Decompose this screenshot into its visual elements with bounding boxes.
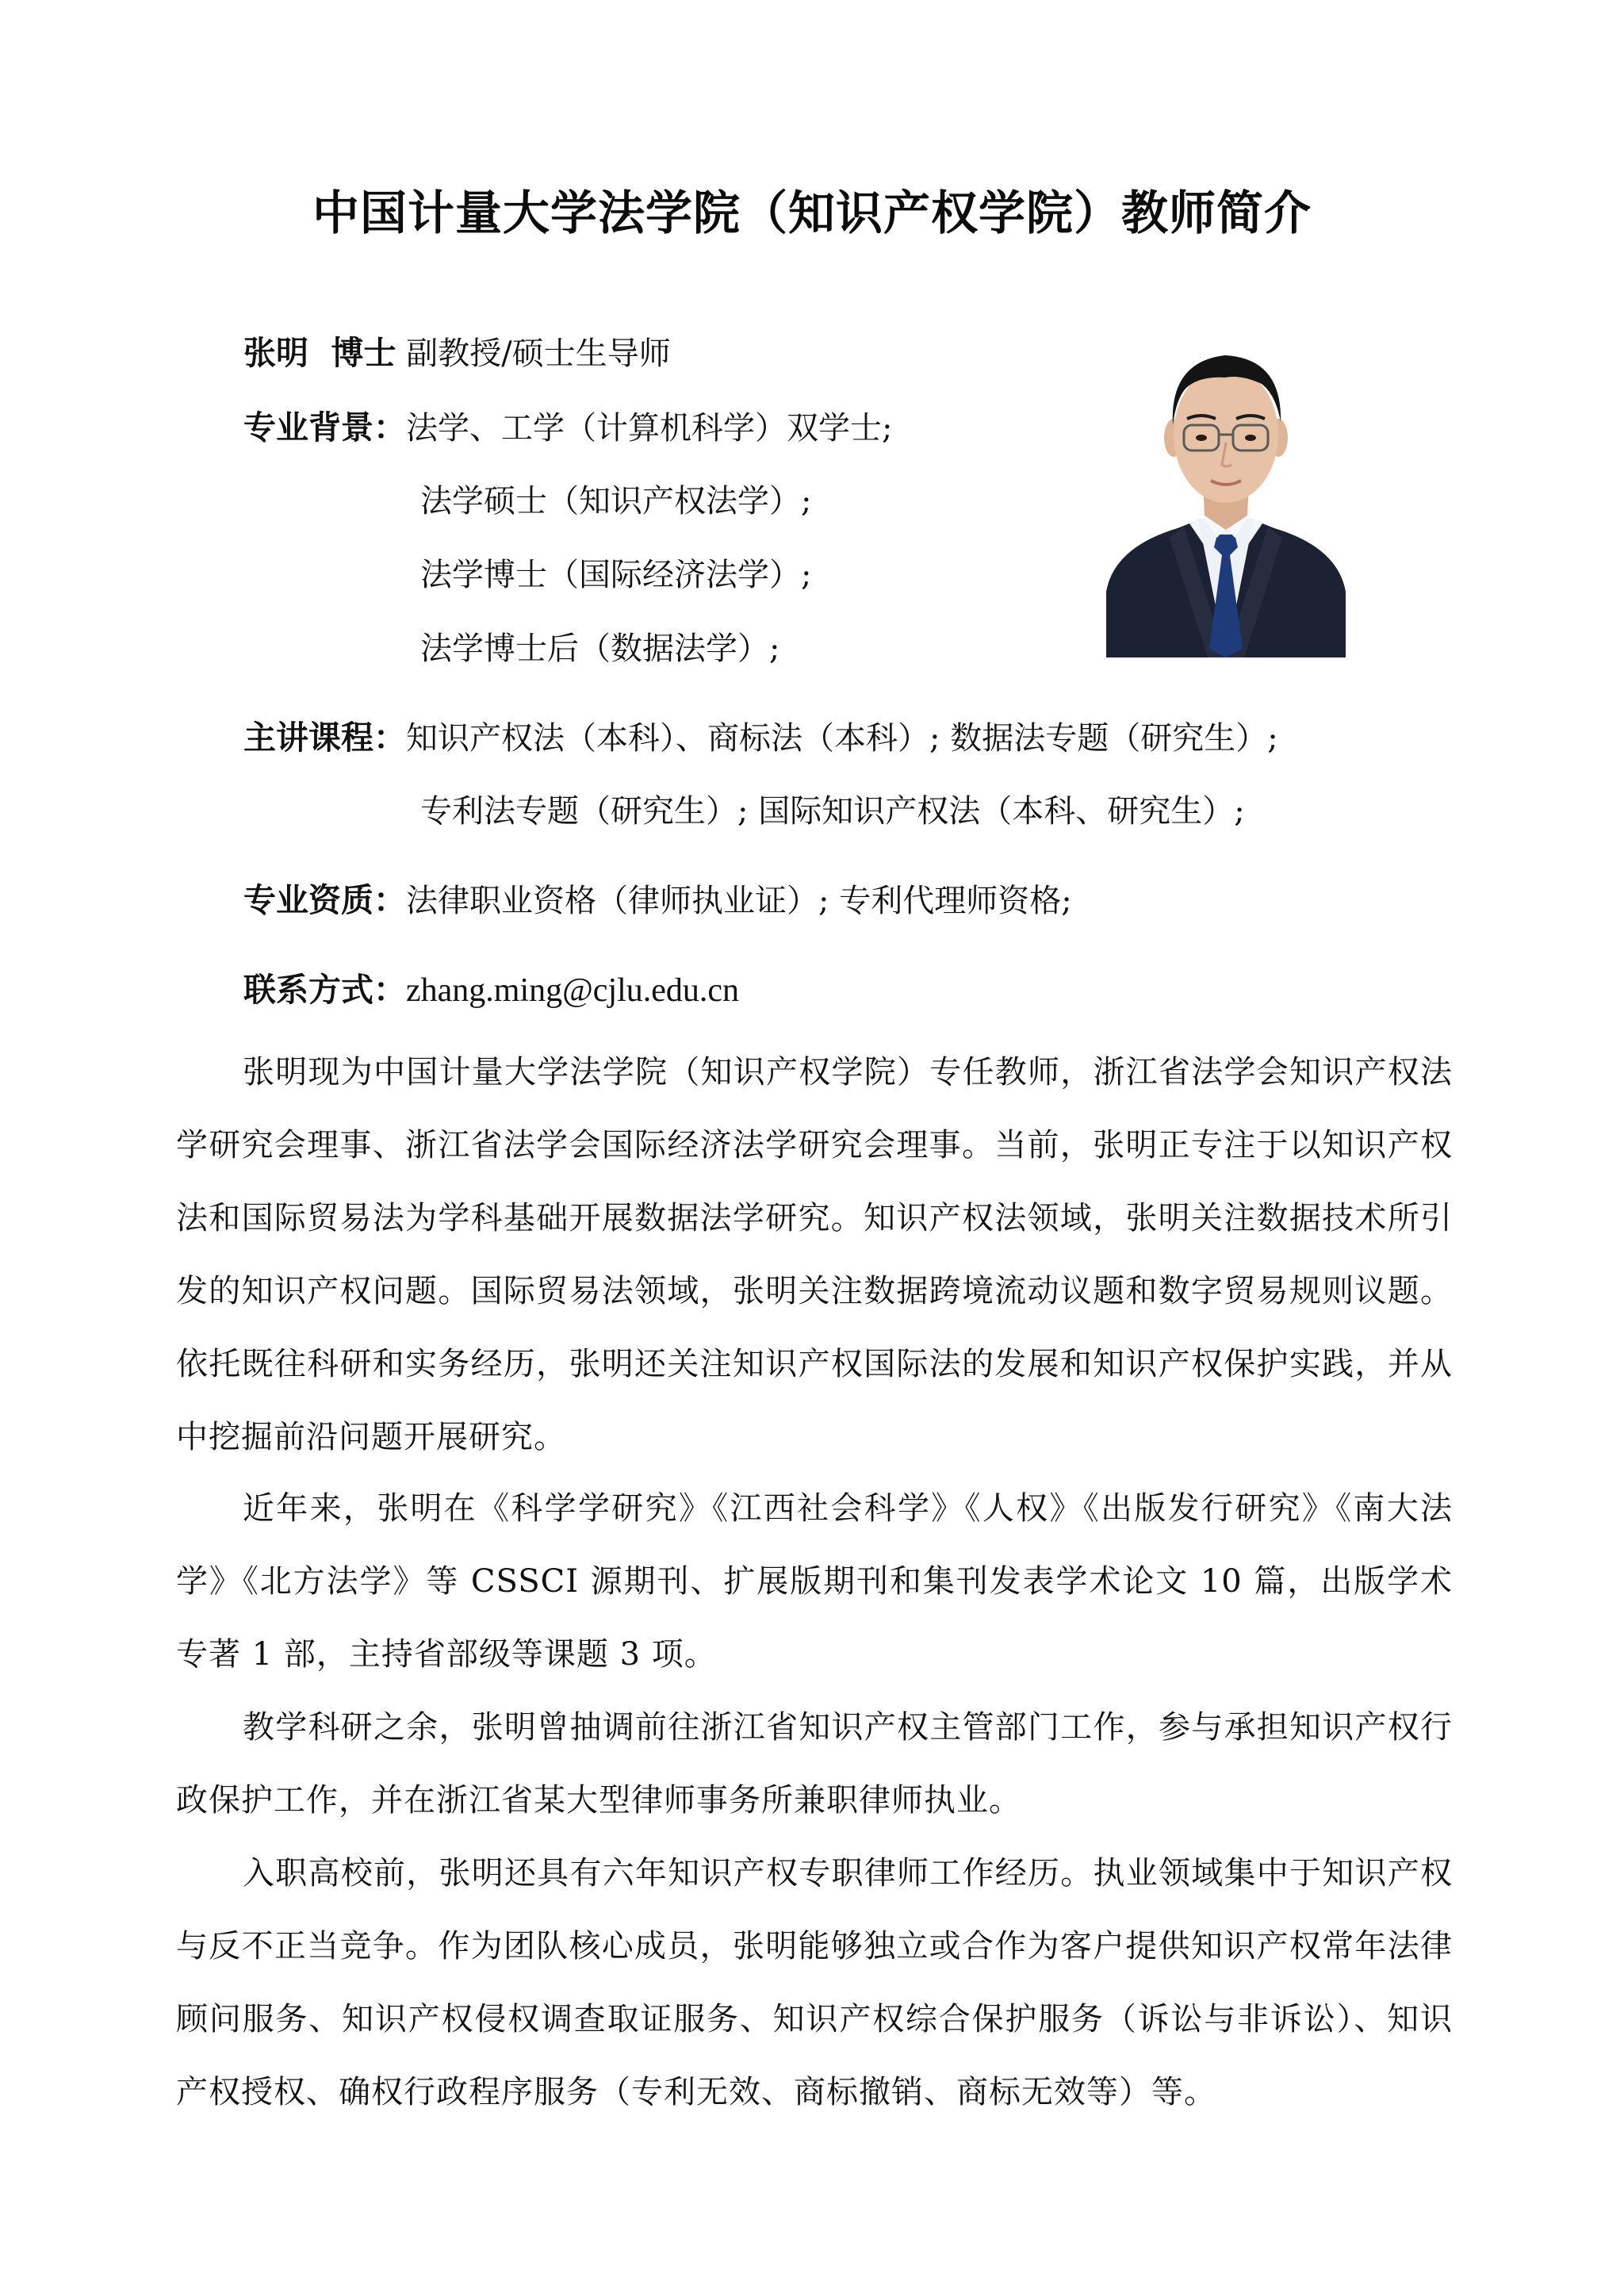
contact-email[interactable]: zhang.ming@cjlu.edu.cn: [406, 972, 740, 1009]
portrait-photo: [1106, 339, 1346, 657]
qualification-value: 法律职业资格（律师执业证）; 专利代理师资格;: [406, 883, 1072, 919]
position: 副教授/硕士生导师: [406, 335, 671, 372]
background-row: [243, 404, 892, 452]
courses-row: [243, 714, 1278, 762]
qualification-row: [243, 876, 1072, 925]
background-line-4: 法学博士后（数据法学）;: [420, 631, 780, 667]
courses-label: 主讲课程：: [243, 719, 406, 757]
background-line-3: 法学博士（国际经济法学）;: [420, 557, 812, 593]
bio-paragraph-4: 入职高校前，张明还具有六年知识产权专职律师工作经历。执业领域集中于知识产权与反不正当竞争。作为团队核心成员，张明能够独立或合作为客户提供知识产权常年法律顾问服务、知识产权侵权调查取证服务、知识产权综合保护服务（诉讼与非诉讼）、知识产权授权、确权行政程序服务（专利无效、商标撤销、商标无效等）等。: [176, 1855, 1453, 2110]
courses-line-2: 专利法专题（研究生）; 国际知识产权法（本科、研究生）;: [420, 793, 1245, 830]
name-row: [243, 329, 671, 378]
page-title: 中国计量大学法学院（知识产权学院）教师简介: [312, 186, 1312, 240]
background-line-1: 法学、工学（计算机科学）双学士;: [406, 410, 893, 447]
background-label: 专业背景：: [243, 408, 406, 447]
courses-line-1: 知识产权法（本科）、商标法（本科）; 数据法专题（研究生）;: [406, 720, 1278, 757]
bio-paragraph-2: 近年来，张明在《科学学研究》《江西社会科学》《人权》《出版发行研究》《南大法学》《北方法学》等 CSSCI 源期刊、扩展版期刊和集刊发表学术论文 10 篇，出版学术专著 1 部，主持省部级等课题 3 项。: [176, 1490, 1453, 1673]
bio-paragraph-1: 张明现为中国计量大学法学院（知识产权学院）专任教师，浙江省法学会知识产权法学研究会理事、浙江省法学会国际经济法学研究会理事。当前，张明正专注于以知识产权法和国际贸易法为学科基础开展数据法学研究。知识产权法领域，张明关注数据技术所引发的知识产权问题。国际贸易法领域，张明关注数据跨境流动议题和数字贸易规则议题。依托既往科研和实务经历，张明还关注知识产权国际法的发展和知识产权保护实践，并从中挖掘前沿问题开展研究。: [176, 1054, 1453, 1455]
portrait-icon: [1106, 339, 1346, 657]
background-line-2: 法学硕士（知识产权法学）;: [420, 483, 812, 519]
bio-paragraph-3: 教学科研之余，张明曾抽调前往浙江省知识产权主管部门工作，参与承担知识产权行政保护工作，并在浙江省某大型律师事务所兼职律师执业。: [176, 1709, 1453, 1819]
contact-row: [243, 966, 739, 1014]
qualification-label: 专业资质：: [243, 881, 406, 919]
contact-label: 联系方式：: [243, 971, 406, 1009]
name-title: 张明 博士: [243, 334, 396, 372]
